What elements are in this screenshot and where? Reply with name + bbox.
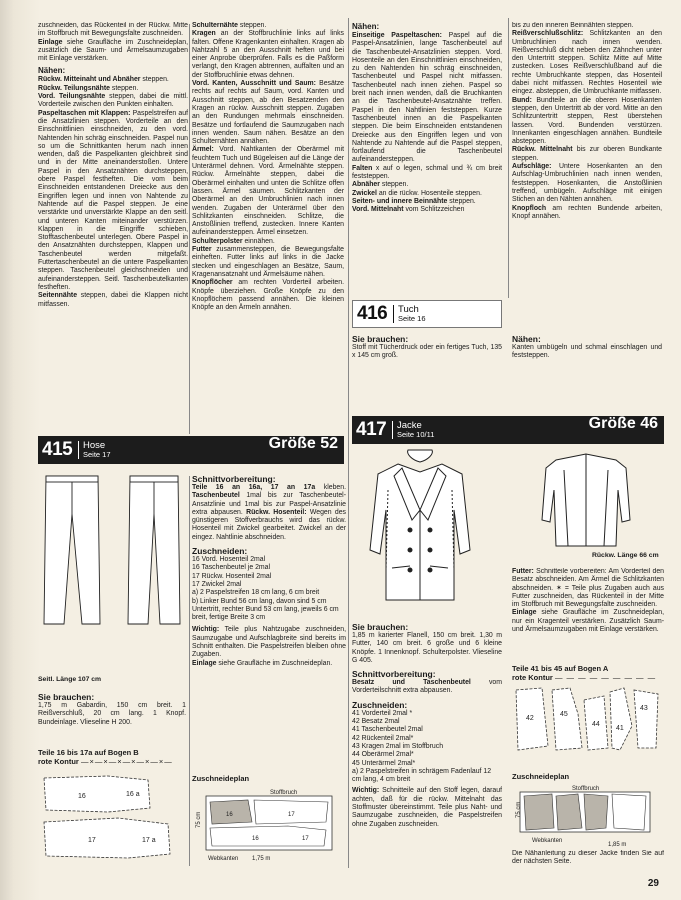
svg-text:17: 17	[88, 837, 96, 844]
braucht-heading: Sie brauchen:	[352, 622, 409, 632]
seiten-label: Seitennähte	[38, 292, 78, 300]
svg-text:45: 45	[560, 711, 568, 718]
knopfloch-label: Knopfloch	[512, 204, 547, 212]
vorb-bold-2: Taschenbeutel	[192, 492, 240, 500]
wichtig-label: Wichtig:	[192, 626, 220, 634]
einlage-label: Einlage	[192, 659, 217, 667]
zuschneiden-list	[192, 556, 346, 622]
einlage-text: siehe Graufläche im Zuschneideplan.	[216, 659, 333, 667]
column-divider	[348, 18, 349, 868]
svg-text:16 a: 16 a	[126, 791, 140, 798]
jacket-pattern-pieces	[512, 686, 662, 756]
braucht-text: 1,85 m karierter Flanell, 150 cm breit. 1,30 m Futter, 140 cm breit. 6 große und 6 kleine Knöpfe. 1 Innenknopf. Schulterpolster. Vlieseline G 405.	[352, 632, 502, 664]
s415-middle-column	[192, 474, 346, 774]
cutting-height: 75 cm	[196, 811, 202, 828]
seitl-laenge-caption: Seitl. Länge 107 cm	[38, 676, 102, 683]
einseitige-text: Paspel auf die Paspel-Ansatzlinien, lange Taschenbeutel auf die Taschenbeutel-Ansatzlinien steppen. Vord. Hosenteile an den Einschnittlinien einschneiden, zu den Nahtenden hin schräg einschneiden, Taschenbeutel und Paspel nicht mitfassen. Taschenbeutel nach innen ziehen. Paspel so breit nach innen wenden, daß die Bruchkanten an die Taschenbeutel-Ansatznähte treffen. Paspel in den Nahtlinien feststeppen. Kurze Taschenbeutel innen an die Paspelkanten steppen. Die beim Einschneiden entstandenen Dreiecke aus den Eingriffen legen und von Nahtende zu Nahtende auf die Paspel steppen, fortlaufend die Taschenbeutel aufeinandersteppen.	[352, 32, 502, 164]
abnaeher-text: steppen.	[379, 181, 409, 189]
cutting-list-item: 17 Rückw. Hosenteil 2mal	[192, 572, 272, 580]
vordm-text: vom Schlitzzeichen	[403, 206, 465, 214]
svg-text:42: 42	[526, 715, 534, 722]
einseitige-label: Einseitige Paspeltaschen:	[352, 32, 442, 39]
cutting-list-item: 17 Zwickel 2mal	[192, 580, 242, 588]
falten-label: Falten	[352, 164, 373, 172]
vordteil-text: steppen, dabei die mittl. Vorderteile zwischen den Punkten einhalten.	[38, 93, 188, 109]
section-page: Seite 10/11	[397, 430, 435, 439]
col3-instructions	[352, 22, 502, 294]
einlage-text: siehe Graufläche im Zuschneideplan, zusätzlich die Saum- und Ärmelsaumzugaben mit Einlage verstärken.	[38, 38, 188, 63]
knopf-text: am rechten Vorderteil arbeiten. Knöpfe überziehen. Große Knöpfe zu den Knopflöchern passend annähen. Die kleinen Knöpfe an den Ärmeln annähen.	[192, 279, 344, 312]
cutting-webkanten: Webkanten	[208, 856, 239, 862]
kragen-text: an der Stoffbruchlinie links auf links falten. Offene Kragenkanten einhalten. Kragen ab Nahtzahl 5 an den Ausschnitt heften und bei einer Anprobe überprüfen. Falls es die Paßform verlangt, den Kragen abtrennen, auffalten und an der Stoffbruchlinie etwas dehnen.	[192, 30, 344, 79]
futter-label: Futter	[192, 246, 212, 254]
svg-text:16: 16	[252, 836, 259, 842]
reiss-text: Schlitzkanten an den Umbruchlinien nach innen wenden. Reißverschluß dicht neben den Zähnchen unter den Untertritt steppen. Schlitz Mitte auf Mitte zustecken. Loses Reißverschlußband auf die rechte Umbruchkante steppen, das Hosenteil dabei nicht mitfassen. Rechtes Hosenteil wie eingez. absteppen, die Umbruchkante mitfassen.	[512, 30, 662, 96]
section-size: Größe 52	[268, 435, 338, 452]
einlage-label: Einlage	[512, 609, 537, 617]
svg-text:17: 17	[302, 836, 309, 842]
cutting-stoffbruch: Stoffbruch	[270, 790, 298, 796]
column-divider	[508, 18, 509, 298]
reiss-label: Reißverschlußschlitz:	[512, 30, 584, 38]
s417-right-column	[512, 568, 664, 658]
section-number: 415	[42, 438, 73, 460]
cutting-webkanten: Webkanten	[532, 838, 563, 844]
vordm-label: Vord. Mittelnaht	[352, 206, 404, 214]
s415-teile-legend: Teile 16 bis 17a auf Bogen B rote Kontur —×—×—×—×—×—×—	[38, 748, 173, 766]
aermel-label: Ärmel:	[192, 146, 214, 154]
falten-text: x auf o legen, schmal und ¾ cm breit feststeppen.	[352, 164, 502, 181]
section-415-header	[38, 436, 344, 464]
teile-label: Teile 16 bis 17a auf Bogen B	[38, 748, 139, 757]
seiten-bein-label: Seiten- und innere Beinnähte	[352, 197, 448, 205]
s417-zplan-heading: Zuschneideplan	[512, 772, 570, 781]
braucht-text: Stoff mit Tücherdruck oder ein fertiges Tuch, 135 x 145 cm groß.	[352, 344, 502, 360]
seiten-text: steppen, dabei die Klappen nicht mitfassen.	[38, 292, 188, 308]
cutting-list-item: 44 Oberärmel 2mal*	[352, 751, 414, 759]
aermel-text: Vord. Nahtkanten der Oberärmel mit feuchtem Tuch und Bügeleisen auf die Länge der Unterärmel dehnen. Vord. Ärmelnähte steppen. Rückw. Ärmelnähte steppen, dabei die Oberärmel einhalten und unten die Schlitze offen lassen. Ärmel säumen. Schlitzkanten der Oberärmel an den Umbruchlinien nach innen wenden. Zugaben der Unterärmel über den Schlitzkanten einschneiden. Schlitze, die Anstoßlinien treffend, zustecken. Innere Kanten aufeinandersteppen. Ärmel einsetzen.	[192, 146, 344, 237]
kontur-label: rote Kontur	[512, 673, 553, 682]
rueck-label: Rückw. Mitteinaht und Abnäher	[38, 76, 141, 84]
cutting-height: 75 cm	[516, 801, 522, 818]
seiten-bein-text: steppen.	[447, 197, 476, 205]
section-number: 417	[356, 418, 387, 440]
vorbereitung-text: vom Vorderteilschnitt extra abpausen.	[352, 679, 502, 695]
zuschneiden-list	[352, 710, 502, 785]
svg-text:41: 41	[616, 725, 624, 732]
svg-text:44: 44	[592, 721, 600, 728]
polster-text: einnähen.	[242, 237, 275, 245]
svg-text:43: 43	[640, 705, 648, 712]
trousers-illustration	[38, 474, 188, 634]
zwickel-label: Zwickel	[352, 189, 377, 197]
futter-text: zusammensteppen, die Bewegungsfalte einheften. Futter links auf links in die Jacke stecken und eingeschlagen an Besätze, Saum, Kragenansatznaht und Ärmelsäume nähen.	[192, 246, 344, 278]
cutting-list-item: 16 Vord. Hosenteil 2mal	[192, 556, 266, 564]
cutting-width: 1,85 m	[608, 842, 627, 848]
section-416-header	[352, 300, 502, 328]
page-number: 29	[647, 878, 659, 889]
abnaeher-label: Abnäher	[352, 181, 380, 189]
schulter-label: Schulternähte	[192, 22, 238, 29]
s417-naehanleitung-note	[512, 850, 664, 870]
trousers-pattern-pieces	[38, 772, 188, 862]
cutting-list-item: 16 Taschenbeutel je 2mal	[192, 564, 271, 572]
vorb-text-2: 1mal bis zur Taschenbeutel-Ansatzlinie und 1mal bis zur Paspel-Ansatzlinie extra abpausen.	[192, 492, 346, 516]
aufschlaege-text: Untere Hosenkanten an den Aufschlag-Umbruchlinien nach innen wenden, feststeppen. Hosenkanten, die Anstoßlinien treffend, umbügeln. Aufschläge mit einigen Stichen an den Nähten annähen.	[512, 163, 662, 204]
section-size: Größe 46	[588, 415, 658, 432]
col2-instructions	[192, 22, 344, 437]
futter-label: Futter:	[512, 568, 534, 575]
col4-instructions	[512, 22, 662, 297]
cutting-list-item: b) Linker Bund 56 cm lang, davon sind 5 cm Untertritt, rechter Bund 53 cm lang, jeweils 6 cm breit, fertige Breite 3 cm	[192, 597, 339, 622]
wichtig-text: Schnitteile auf den Stoff legen, darauf achten, daß für die rückw. Mittelnaht das Stoffmuster übereinstimmt. Teile plus Naht- und Saumzugabe zuschneiden, die Paspelstreifen ohne Zugaben zuschneiden.	[352, 787, 502, 828]
knopf-label: Knopflöcher	[192, 279, 233, 287]
naehanleitung-text: Die Nähanleitung zu dieser Jacke finden Sie auf der nächsten Seite.	[512, 850, 664, 866]
svg-text:17: 17	[288, 812, 295, 818]
s417-teile-legend: Teile 41 bis 45 auf Bogen A rote Kontur — — — — — — — — —	[512, 664, 657, 682]
braucht-heading: Sie brauchen:	[38, 692, 95, 702]
teile-label: Teile 41 bis 45 auf Bogen A	[512, 664, 609, 673]
zuschneiden-heading: Zuschneiden:	[192, 546, 248, 557]
bund-label: Bund:	[512, 96, 532, 104]
s416-braucht	[352, 334, 502, 374]
vorbereitung-heading: Schnittvorbereitung:	[352, 669, 436, 680]
wichtig-label: Wichtig:	[352, 787, 380, 795]
jacket-front-illustration	[360, 450, 480, 615]
braucht-heading: Sie brauchen:	[352, 334, 409, 344]
section-page: Seite 16	[398, 314, 426, 323]
vorb-bold-1: Teile 16 an 16a, 17 an 17a	[192, 484, 316, 491]
svg-text:17 a: 17 a	[142, 837, 156, 844]
aufschlaege-label: Aufschläge:	[512, 163, 552, 171]
zwickel-text: an die rückw. Hosenteile steppen.	[376, 189, 482, 197]
futter-text: Schnitteile vorbereiten: Am Vorderteil den Besatz abschneiden. Am Ärmel die Schlitzkanten abschneiden. ✶ = Teile plus Zugaben auch aus Futter zuschneiden, das Rückenteil in der Mitte im Stoffbruch mit Bewegungsfalte zuschneiden.	[512, 568, 664, 609]
naehen-heading-3: Nähen:	[352, 22, 380, 31]
vorb-bold-3: Rückw. Hosenteil:	[246, 508, 307, 516]
schulter-text: steppen.	[237, 22, 267, 29]
vordteil-label: Vord. Teilungsnähte	[38, 93, 106, 101]
trousers-cutting-layout	[192, 788, 342, 864]
rueckteil-text: steppen.	[109, 84, 139, 92]
einlage-text: siehe Graufläche im Zuschneideplan, nur ein Kragenteil verstärken. Zusätzlich Saum- und Ärmelsaumzugaben mit Einlage verstärken.	[512, 609, 664, 634]
cutting-list-item: a) 2 Paspelstreifen in schrägem Fadenlauf 12 cm lang, 4 cm breit	[352, 767, 492, 784]
zuschneiden-heading: Zuschneiden:	[352, 699, 408, 710]
rueck-mittel-text: bis zur oberen Bundkante steppen.	[512, 146, 662, 162]
wichtig-text: Teile plus Nahtzugabe zuschneiden, Saumzugabe und Aufschlagbreite sind bereits im Schnitt enthalten. Die Paspelstreifen bleiben ohne Zugaben.	[192, 626, 346, 659]
vorbereitung-bold: Besatz und Taschenbeutel	[352, 679, 471, 687]
cutting-list-item: 43 Kragen 2mal im Stoffbruch	[352, 742, 444, 750]
section-title: Jacke	[397, 420, 422, 431]
svg-text:16: 16	[226, 812, 233, 818]
einlage-label: Einlage	[38, 38, 63, 46]
cutting-list-item: 41 Taschenbeutel 2mal	[352, 726, 423, 734]
naehen-heading: Nähen:	[512, 334, 541, 344]
cutting-stoffbruch: Stoffbruch	[572, 786, 600, 792]
s417-left-column	[352, 622, 502, 868]
s415-braucht	[38, 692, 186, 742]
paspel-text: Paspelstreifen auf die Ansatzlinien steppen. Vorderteile an den Einschnittlinien einschneiden, zu den vord. Nahtenden hin schräg einschneiden. Paspel nun so um die Schnittkanten herum nach innen wenden, daß die Paspelkanten gleichbreit sind und in der Mitte aneinanderstoßen. Untere Paspel in den Ansatznähten durchsteppen, obere Paspel festheften. Die vom beim Einschneiden entstandenen Dreiecke aus den Eingriffen legen und innen von Nahtende zu Nahtende auf die Paspel steppen. Je eine verstärkte und unverstärkte Klappe an den seitl. und unteren Kanten miteinander verstürzen. Klappen in die Eingriffe schieben, Stofftaschenbeutel unterlegen. Obere Paspel in den Ansatznähten durchsteppen, Klappen und Taschenbeutel werden mitgefaßt. Futtertaschenbeutel an die untere Paspelkanten steppen. Taschenbeutel gleichschneiden und aufeinandersteppen. Seitl. Taschenbeutelkanten festheften.	[38, 109, 188, 291]
vord-kanten-text: Besätze rechts auf rechts auf Saum, vord. Kanten und Ausschnitt steppen, ab den Besatzenden den Kragen an rückw. Ausschnitt steppen. Zugaben an den Rundungen mehrmals einschneiden. Besätze und fortlaufend die Saumzugaben nach innen wenden. Saum nähen. Besätze an den Schulternähten annähen.	[192, 80, 344, 146]
rueckteil-label: Rückw. Teilungsnähte	[38, 84, 110, 92]
bund-text: Bundteile an die oberen Hosenkanten steppen, den Untertritt ab der vord. Mitte an den Schlitzuntertritt steppen, Rest überstehen lassen. Vord. Bundenden verstürzen. Innenkanten eingeschlagen annähen. Bundteile absteppen.	[512, 96, 662, 146]
cutting-list-item: 42 Rückenteil 2mal*	[352, 734, 414, 742]
rueckw-laenge-caption: Rückw. Länge 66 cm	[592, 552, 659, 559]
column-divider	[189, 476, 190, 866]
col4-intro: bis zu den inneren Beinnähten steppen.	[512, 22, 634, 29]
kontur-label: rote Kontur	[38, 757, 79, 766]
vord-kanten-label: Vord. Kanten, Ausschnitt und Saum:	[192, 80, 316, 88]
jacket-cutting-layout	[512, 786, 662, 850]
cutting-list-item: 41 Vorderteil 2mal *	[352, 709, 413, 717]
column-divider	[189, 24, 190, 434]
knopfloch-text: am rechten Bundende arbeiten, Knopf annähen.	[512, 204, 662, 220]
vorb-text-1: kleben.	[315, 484, 346, 491]
section-page: Seite 17	[83, 450, 111, 459]
cutting-list-item: 45 Unterärmel 2mal*	[352, 759, 416, 767]
cutting-width: 1,75 m	[252, 856, 271, 862]
polster-label: Schulterpolster	[192, 237, 243, 245]
naehen-text: Kanten umbügeln und schmal einschlagen und feststeppen.	[512, 344, 662, 360]
naehen-heading: Nähen:	[38, 66, 66, 76]
paspel-label: Paspeltaschen mit Klappen:	[38, 109, 131, 117]
rueck-mittel-label: Rückw. Mittelnaht	[512, 146, 573, 154]
section-title: Tuch	[398, 304, 419, 315]
section-417-header	[352, 416, 664, 444]
intro-text: zuschneiden, das Rückenteil in der Rückw. Mitte im Stoffbruch mit Bewegungsfalte zuschneiden.	[38, 22, 188, 38]
s415-zplan-heading: Zuschneideplan	[192, 774, 250, 783]
section-number: 416	[357, 302, 388, 324]
cutting-list-item: 42 Besatz 2mal	[352, 718, 400, 726]
rueck-text: steppen.	[140, 76, 169, 84]
col1-instructions	[38, 22, 188, 437]
vorbereitung-heading: Schnittvorbereitung:	[192, 474, 276, 484]
vorb-text-3: Wegen des günstigeren Stoffverbrauchs wird das rückw. Hosenteil mit Zwickel gearbeitet. Zwickel an der eingez. Nahtlinie abschneiden.	[192, 508, 346, 541]
svg-text:16: 16	[78, 793, 86, 800]
braucht-text: 1,75 m Gabardin, 150 cm breit. 1 Reißverschluß, 20 cm lang. 1 Knopf. Bundeinlage. Vlieseline H 200.	[38, 702, 186, 726]
s416-naehen	[512, 334, 662, 374]
jacket-back-illustration	[536, 450, 636, 550]
cutting-list-item: a) 2 Paspelstreifen 18 cm lang, 6 cm breit	[192, 589, 320, 597]
kragen-label: Kragen	[192, 30, 216, 38]
section-title: Hose	[83, 440, 106, 451]
